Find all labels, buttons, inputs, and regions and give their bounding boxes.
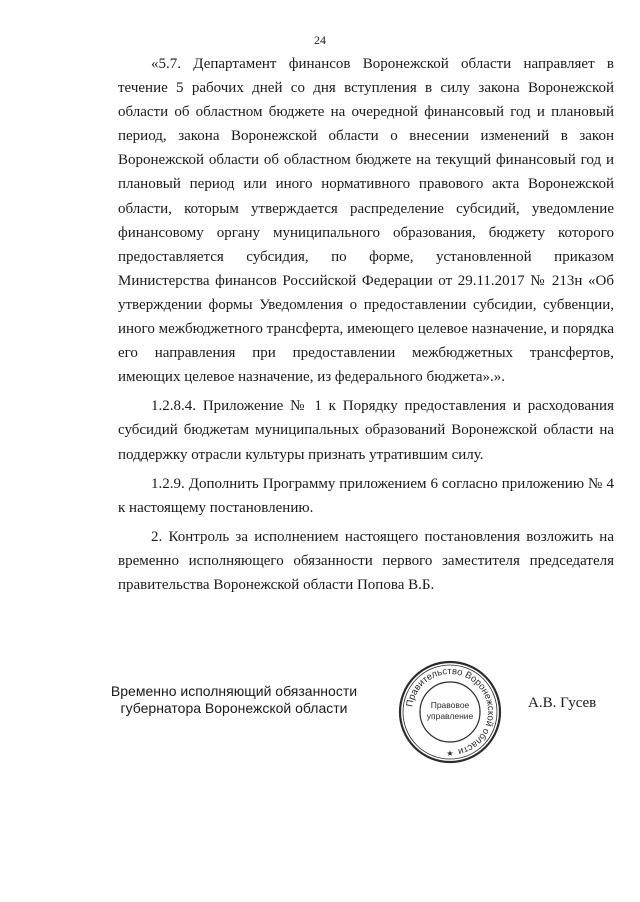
seal-ring-text: Правительство Воронежской области — [404, 665, 497, 758]
seal-center-line-2: управление — [426, 711, 474, 721]
signatory-title-line-1: Временно исполняющий обязанности — [110, 683, 358, 699]
seal-center-line-1: Правовое — [430, 700, 470, 710]
paragraph-5-7: «5.7. Департамент финансов Воронежской области направляет в течение 5 рабочих дней со дня вступления в силу закона Воронежской области об областном бюджете на очередной финансовый год и плановый период, закона Воронежской области о внесении изменений в закон Воронежской области об областном бюджете на текущий финансовый год и плановый период или иного нормативного правового акта Воронежской области, которым утверждается распределение субсидий, уведомление финансовому органу муниципального образования, бюджету которого предоставляется субсидия, по форме, установленной приказом Министерства финансов Российской Федерации от 29.11.2017 № 213н «Об утверждении формы Уведомления о предоставлении субсидии, субвенции, иного межбюджетного трансферта, имеющего целевое назначение, и порядка его направления при предоставлении межбюджетных трансфертов, имеющих целевое назначение, из федерального бюджета».». — [118, 56, 614, 386]
paragraph-2: 2. Контроль за исполнением настоящего постановления возложить на временно исполняющего обязанности первого заместителя председателя правительства Воронежской области Попова В.Б. — [118, 528, 614, 593]
document-body — [118, 52, 614, 597]
paragraph-1-2-9: 1.2.9. Дополнить Программу приложением 6 согласно приложению № 4 к настоящему постановлению. — [118, 475, 614, 516]
page-number: 24 — [314, 33, 326, 47]
seal-star-icon: ★ — [446, 749, 454, 758]
signatory-title — [104, 683, 364, 717]
official-seal — [398, 660, 502, 764]
signatory-title-line-2: губернатора Воронежской области — [120, 700, 348, 716]
signatory-name: А.В. Гусев — [528, 695, 597, 711]
paragraph-1-2-8-4: 1.2.8.4. Приложение № 1 к Порядку предоставления и расходования субсидий бюджетам муниципальных образований Воронежской области на поддержку отрасли культуры признать утратившим силу. — [118, 398, 614, 463]
